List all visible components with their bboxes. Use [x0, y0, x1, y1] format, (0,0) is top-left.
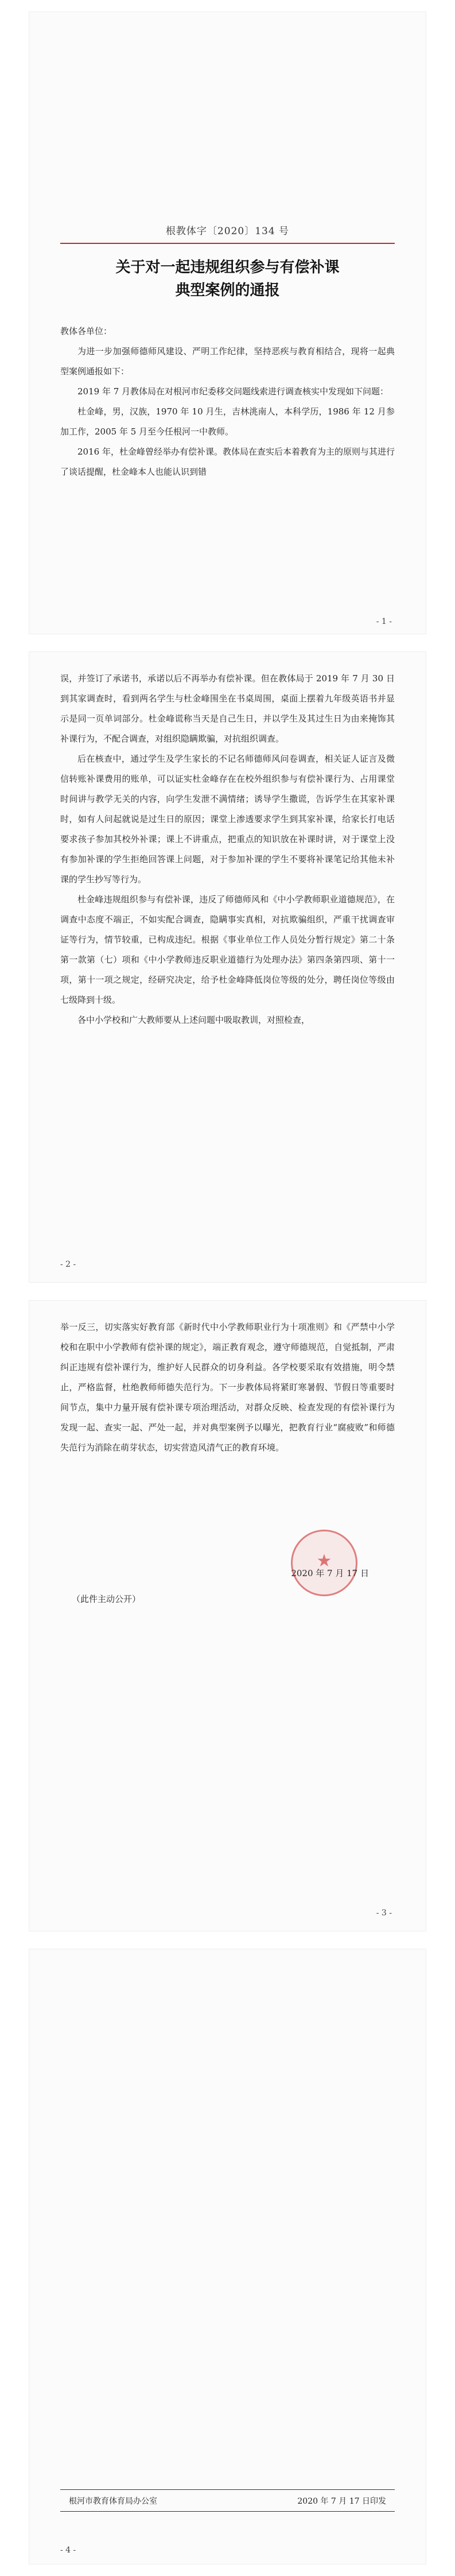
paragraph: 举一反三，切实落实好教育部《新时代中小学教师职业行为十项准则》和《严禁中小学校和在职中小学教师有偿补课的规定》，端正教育观念，遵守师德规范，自觉抵制，严肃纠正违规有偿补课行为，维护好人民群众的切身利益。各学校要采取有效措施，明令禁止，严格监督，杜绝教师师德失范行为。下一步教体局将紧盯寒暑假、节假日等重要时间节点，集中力量开展有偿补课专项治理活动，对群众反映、检查发现的有偿补课行为发现一起、查实一起、严处一起，并对典型案例予以曝光，把教育行业“腐疲败”和师德失范行为消除在萌芽状态，切实营造风清气正的教育环境。 [60, 1322, 395, 1453]
document-page-2 [29, 651, 426, 1283]
paragraph: 杜金峰违规组织参与有偿补课，违反了师德师风和《中小学教师职业道德规范》，在调查中态度不端正，不如实配合调查，隐瞒事实真相，对抗欺骗组织，严重干扰调查审证等行为，情节较重，已构成违纪。根据《事业单位工作人员处分暂行规定》第二十条第一款第（七）项和《中小学教师违反职业道德行为处理办法》第四条第四项、第十一项，第十一项之规定，经研究决定，给予杜金峰降低岗位等级的处分，聘任岗位等级由七级降到十级。 [60, 894, 395, 1005]
public-disclosure-note: （此件主动公开） [72, 1594, 141, 1604]
paragraph: 各中小学校和广大教师要从上述问题中吸取教训，对照检查， [77, 1015, 310, 1025]
page-number: - 4 - [60, 2546, 76, 2555]
paragraph: 2019 年 7 月教体局在对根河市纪委移交问题线索进行调查核实中发现如下问题： [77, 386, 389, 397]
paragraph: 误，并签订了承诺书，承诺以后不再举办有偿补课。但在教体局于 2019 年 7 月 30 日到其家调查时，看到两名学生与杜金峰围坐在书桌周围，桌面上摆着九年级英语书并显示是同一页单词部分。杜金峰谎称当天是自己生日，并以学生及其过生日为由来掩饰其补课行为，不配合调查，对组织隐瞒欺骗，对抗组织调查。 [60, 673, 395, 744]
paragraph: 杜金峰，男，汉族，1970 年 10 月生，吉林洮南人，本科学历，1986 年 12 月参加工作，2005 年 5 月至今任根河一中教师。 [60, 406, 395, 437]
document-title-line-2: 典型案例的通报 [175, 282, 280, 299]
footer-org: 根河市教育体育局办公室 [69, 2497, 157, 2506]
footer-date: 2020 年 7 月 17 日印发 [297, 2497, 386, 2506]
official-seal-stamp [291, 1530, 357, 1596]
page-number: - 2 - [60, 1260, 76, 1269]
red-header-rule [60, 243, 395, 244]
page-2-body [60, 669, 395, 1030]
paragraph: 2016 年，杜金峰曾经举办有偿补课。教体局在查实后本着教育为主的原则与其进行了谈话提醒，杜金峰本人也能认识到错 [60, 447, 395, 477]
page-number: - 3 - [376, 1908, 392, 1918]
page-number: - 1 - [376, 617, 392, 626]
salutation: 教体各单位： [60, 326, 112, 336]
document-page-1 [29, 11, 426, 634]
footer-bottom-rule [60, 2511, 395, 2512]
document-title-line-1: 关于对一起违规组织参与有偿补课 [115, 259, 340, 276]
paragraph: 后在核查中，通过学生及学生家长的不记名师德师风问卷调查，相关证人证言及微信转账补课费用的账单，可以证实杜金峰存在在校外组织参与有偿补课行为、占用课堂时间讲与教学无关的内容，向学生发泄不满情绪；诱导学生撒谎，告诉学生在其家补课时，如有人问起就说是过生日的原因；课堂上渗透要求学生到其家补课，给家长打电话要求孩子参加其校外补课；课上不讲重点，把重点的知识放在补课时讲，对于课堂上没有参加补课的学生拒绝回答课上问题，对于参加补课的学生不要将补课笔记给其他未补课的学生抄写等行为。 [60, 754, 395, 884]
signature-date: 2020 年 7 月 17 日 [291, 1568, 369, 1578]
page-1-body [60, 321, 395, 482]
footer-top-rule [60, 2489, 395, 2490]
issuing-footer [69, 2495, 386, 2507]
paragraph: 为进一步加强师德师风建设、严明工作纪律，坚持恶疾与教育相结合，现将一起典型案例通报如下： [60, 346, 395, 377]
page-3-body [60, 1317, 395, 1458]
doc-number: 根教体字〔2020〕134 号 [165, 226, 290, 237]
document-page-4 [29, 1949, 426, 2565]
document-page-3 [29, 1300, 426, 1931]
